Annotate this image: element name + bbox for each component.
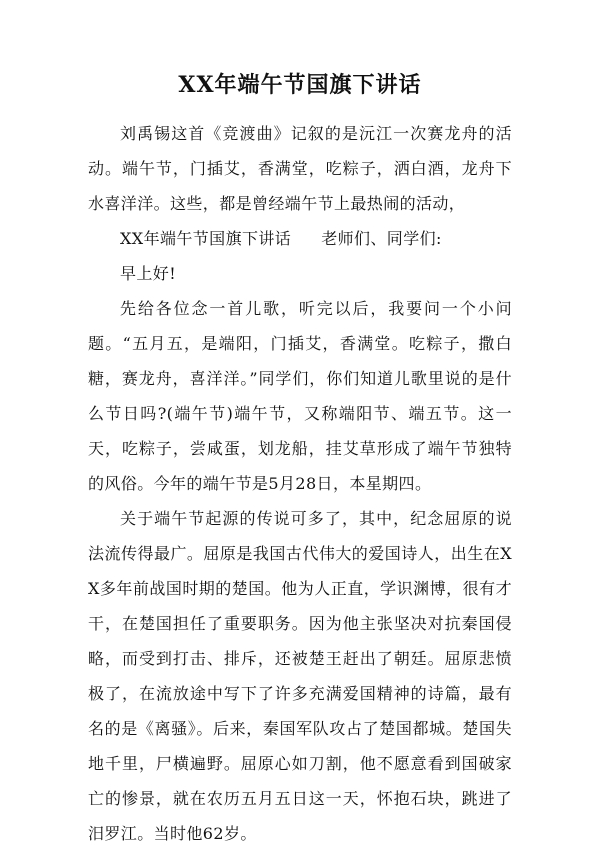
speech-title-text: XX年端午节国旗下讲话 — [120, 229, 292, 248]
greeting-paragraph: 早上好! — [120, 264, 177, 283]
speech-heading-line — [88, 221, 512, 256]
intro-paragraph: 刘禹锡这首《竞渡曲》记叙的是沅江一次赛龙舟的活动。端午节，门插艾，香满堂，吃粽子，洒白酒，龙舟下水喜洋洋。这些，都是曾经端午节上最热闹的活动， — [88, 124, 512, 213]
salutation-text: 老师们、同学们: — [321, 229, 442, 248]
document-title: XX年端午节国旗下讲话 — [178, 72, 422, 98]
nursery-rhyme-paragraph: 先给各位念一首儿歌，听完以后，我要问一个小问题。“五月五，是端阳，门插艾，香满堂。吃粽子，撒白糖，赛龙舟，喜洋洋。”同学们，你们知道儿歌里说的是什么节日吗?(端午节)端午节，又称端阳节、端五节。这一天，吃粽子，尝咸蛋，划龙船，挂艾草形成了端午节独特的风俗。今年的端午节是5月28日，本星期四。 — [88, 299, 512, 493]
quyuan-story-paragraph: 关于端午节起源的传说可多了，其中，纪念屈原的说法流传得最广。屈原是我国古代伟大的爱国诗人，出生在XX多年前战国时期的楚国。他为人正直，学识渊博，很有才干，在楚国担任了重要职务。因为他主张坚决对抗秦国侵略，而受到打击、排斥，还被楚王赶出了朝廷。屈原悲愤极了，在流放途中写下了许多充满爱国精神的诗篇，最有名的是《离骚》。后来，秦国军队攻占了楚国都城。楚国失地千里，尸横遍野。屈原心如刀割，他不愿意看到国破家亡的惨景，就在农历五月五日这一天，怀抱石块，跳进了汨罗江。当时他62岁。 — [88, 509, 512, 843]
